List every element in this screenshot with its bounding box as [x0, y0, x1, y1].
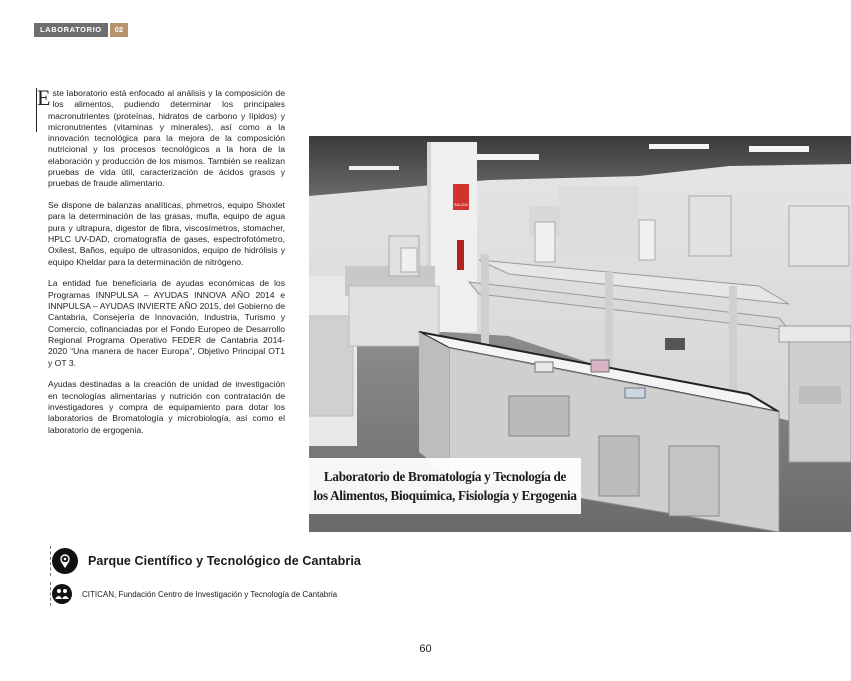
location-pin-icon — [52, 548, 78, 574]
caption-line-1: Laboratorio de Bromatología y Tecnología de — [323, 469, 567, 484]
dropcap: E — [37, 85, 51, 110]
people-icon — [52, 584, 72, 604]
paragraph-3: La entidad fue beneficiaria de ayudas económicas de los Programas INNPULSA – AYUDAS INNOVA AÑO 2014 e INNPULSA – AYUDAS INVIERTE AÑO 2015, del Gobierno de Cantabria, Consejería de Innovación, Industria, Turismo y Comercio, cofinanciadas por el Fondo Europeo de Desarrollo Regional Programa Operativo FEDER de Cantabria 2014-2020 “Una manera de hacer Europa”, Objetivo Principal OT1 y OT 3. — [48, 278, 285, 368]
section-number: 02 — [110, 23, 128, 37]
paragraph-2: Se dispone de balanzas analíticas, phmetros, equipo Shoxlet para la determinación de las grasas, mufla, equipo de agua pura y ultrapura, digestor de fibra, viscosímetros, stomacher, HPLC UV-DAD, cromatografía de gases, espectrofotómetro, Oxilest, Baños, equipo de ultrasonidos, equipo de hidrólisis y equipo Kheldar para la determinación de nitrógeno. — [48, 200, 285, 267]
body-text — [37, 85, 285, 446]
organization-secondary — [52, 584, 337, 604]
dashed-rule-2 — [50, 582, 51, 606]
page-number: 60 — [419, 643, 432, 655]
section-tag — [34, 23, 128, 37]
caption-line-2: los Alimentos, Bioquímica, Fisiología y Ergogenia — [313, 488, 577, 503]
paragraph-4: Ayudas destinadas a la creación de unidad de investigación en tecnologías alimentarias y nutrición con contratación de investigadores y compra de equipamiento para dotar los laboratorios de Bromatología y microbiología, así como el laboratorio de ergogenia. — [48, 379, 285, 435]
photo-caption — [309, 458, 581, 514]
organization-secondary-name: CITICAN, Fundación Centro de Investigación y Tecnología de Cantabria — [82, 589, 338, 599]
section-label: LABORATORIO — [34, 23, 108, 37]
dashed-rule-1 — [50, 546, 51, 576]
organization-primary-name: Parque Científico y Tecnológico de Cantabria — [88, 554, 361, 568]
paragraph-1: Este laboratorio está enfocado al análisis y la composición de los alimentos, pudiendo determinar los principales macronutrientes (proteínas, hidratos de carbono y lípidos) y micronutrientes (vitaminas y minerales), así como a la innovación tecnológica para la mejora de la composición nutricional y los procesos tecnológicos a la hora de la elaboración y producción de los mismos. También se realizan pruebas de vida útil, caracterización de ácidos grasos y pruebas de fraude alimentario. — [37, 85, 285, 189]
organization-primary — [52, 548, 361, 574]
exit-sign: SALIDA — [453, 202, 469, 207]
